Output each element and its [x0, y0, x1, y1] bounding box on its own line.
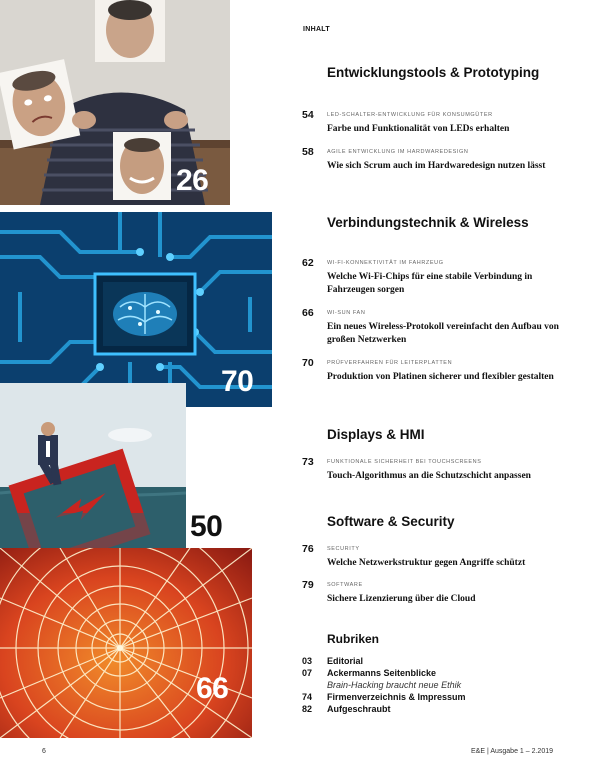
rubrik-subtitle: Brain-Hacking braucht neue Ethik: [327, 680, 462, 690]
section-label: INHALT: [303, 26, 330, 33]
entry-kicker: FUNKTIONALE SICHERHEIT BEI TOUCHSCREENS: [327, 459, 482, 465]
section-heading: Software & Security: [327, 514, 455, 529]
entry-page-number: 73: [302, 456, 314, 468]
entry-kicker: SECURITY: [327, 546, 360, 552]
rubrik-title: Firmenverzeichnis & Impressum: [327, 692, 466, 702]
entry-kicker: AGILE ENTWICKLUNG IM HARDWAREDESIGN: [327, 149, 469, 155]
rubrik-page-number: 07: [302, 668, 313, 678]
toc-content: [300, 0, 562, 780]
circuit-brain-illustration[interactable]: [0, 212, 272, 407]
entry-title: Produktion von Platinen sicherer und flexibler gestalten: [327, 372, 554, 382]
entry-page-number: 76: [302, 543, 314, 555]
image-page-number: 66: [196, 672, 229, 705]
entry-page-number: 58: [302, 146, 314, 158]
entry-kicker: LED-SCHALTER-ENTWICKLUNG FÜR KONSUMGÜTER: [327, 112, 493, 118]
entry-page-number: 70: [302, 357, 314, 369]
rubrik-page-number: 74: [302, 692, 313, 702]
entry-page-number: 66: [302, 307, 314, 319]
image-page-number: 50: [190, 510, 223, 543]
rubriken-heading: Rubriken: [327, 632, 380, 646]
image-page-number: 26: [176, 164, 209, 197]
entry-kicker: SOFTWARE: [327, 582, 363, 588]
entry-title: Wie sich Scrum auch im Hardwaredesign nutzen lässt: [327, 161, 546, 171]
entry-kicker: WI-FI-KONNEKTIVITÄT IM FAHRZEUG: [327, 260, 444, 266]
entry-title: Sichere Lizenzierung über die Cloud: [327, 594, 476, 604]
entry-kicker: PRÜFVERFAHREN FÜR LEITERPLATTEN: [327, 360, 453, 366]
entry-title: Ein neues Wireless-Protokoll vereinfacht den Aufbau von großen Netzwerken: [327, 322, 559, 345]
entry-title: Farbe und Funktionalität von LEDs erhalten: [327, 124, 510, 134]
image-page-number: 70: [221, 365, 254, 398]
image-column: [0, 0, 260, 780]
rubrik-title: Ackermanns Seitenblicke: [327, 668, 437, 678]
footer-issue: E&E | Ausgabe 1 – 2.2019: [471, 748, 553, 755]
rubrik-title: Editorial: [327, 656, 364, 666]
spider-web-photo[interactable]: [0, 548, 252, 738]
people-masks-photo[interactable]: [0, 0, 230, 205]
entry-page-number: 54: [302, 109, 314, 121]
footer-page-number: 6: [42, 748, 46, 755]
entry-kicker: WI-SUN FAN: [327, 310, 366, 316]
section-heading: Verbindungstechnik & Wireless: [327, 215, 529, 230]
rubrik-title: Aufgeschraubt: [327, 704, 391, 714]
rubrik-page-number: 82: [302, 704, 313, 714]
entry-title: Welche Wi-Fi-Chips für eine stabile Verbindung in Fahrzeugen sorgen: [327, 272, 533, 295]
section-heading: Displays & HMI: [327, 427, 425, 442]
section-heading: Entwicklungstools & Prototyping: [327, 65, 540, 80]
entry-title: Welche Netzwerkstruktur gegen Angriffe schützt: [327, 558, 526, 568]
entry-page-number: 62: [302, 257, 314, 269]
rubrik-page-number: 03: [302, 656, 313, 666]
entry-page-number: 79: [302, 579, 314, 591]
entry-title: Touch-Algorithmus an die Schutzschicht anpassen: [327, 471, 531, 481]
